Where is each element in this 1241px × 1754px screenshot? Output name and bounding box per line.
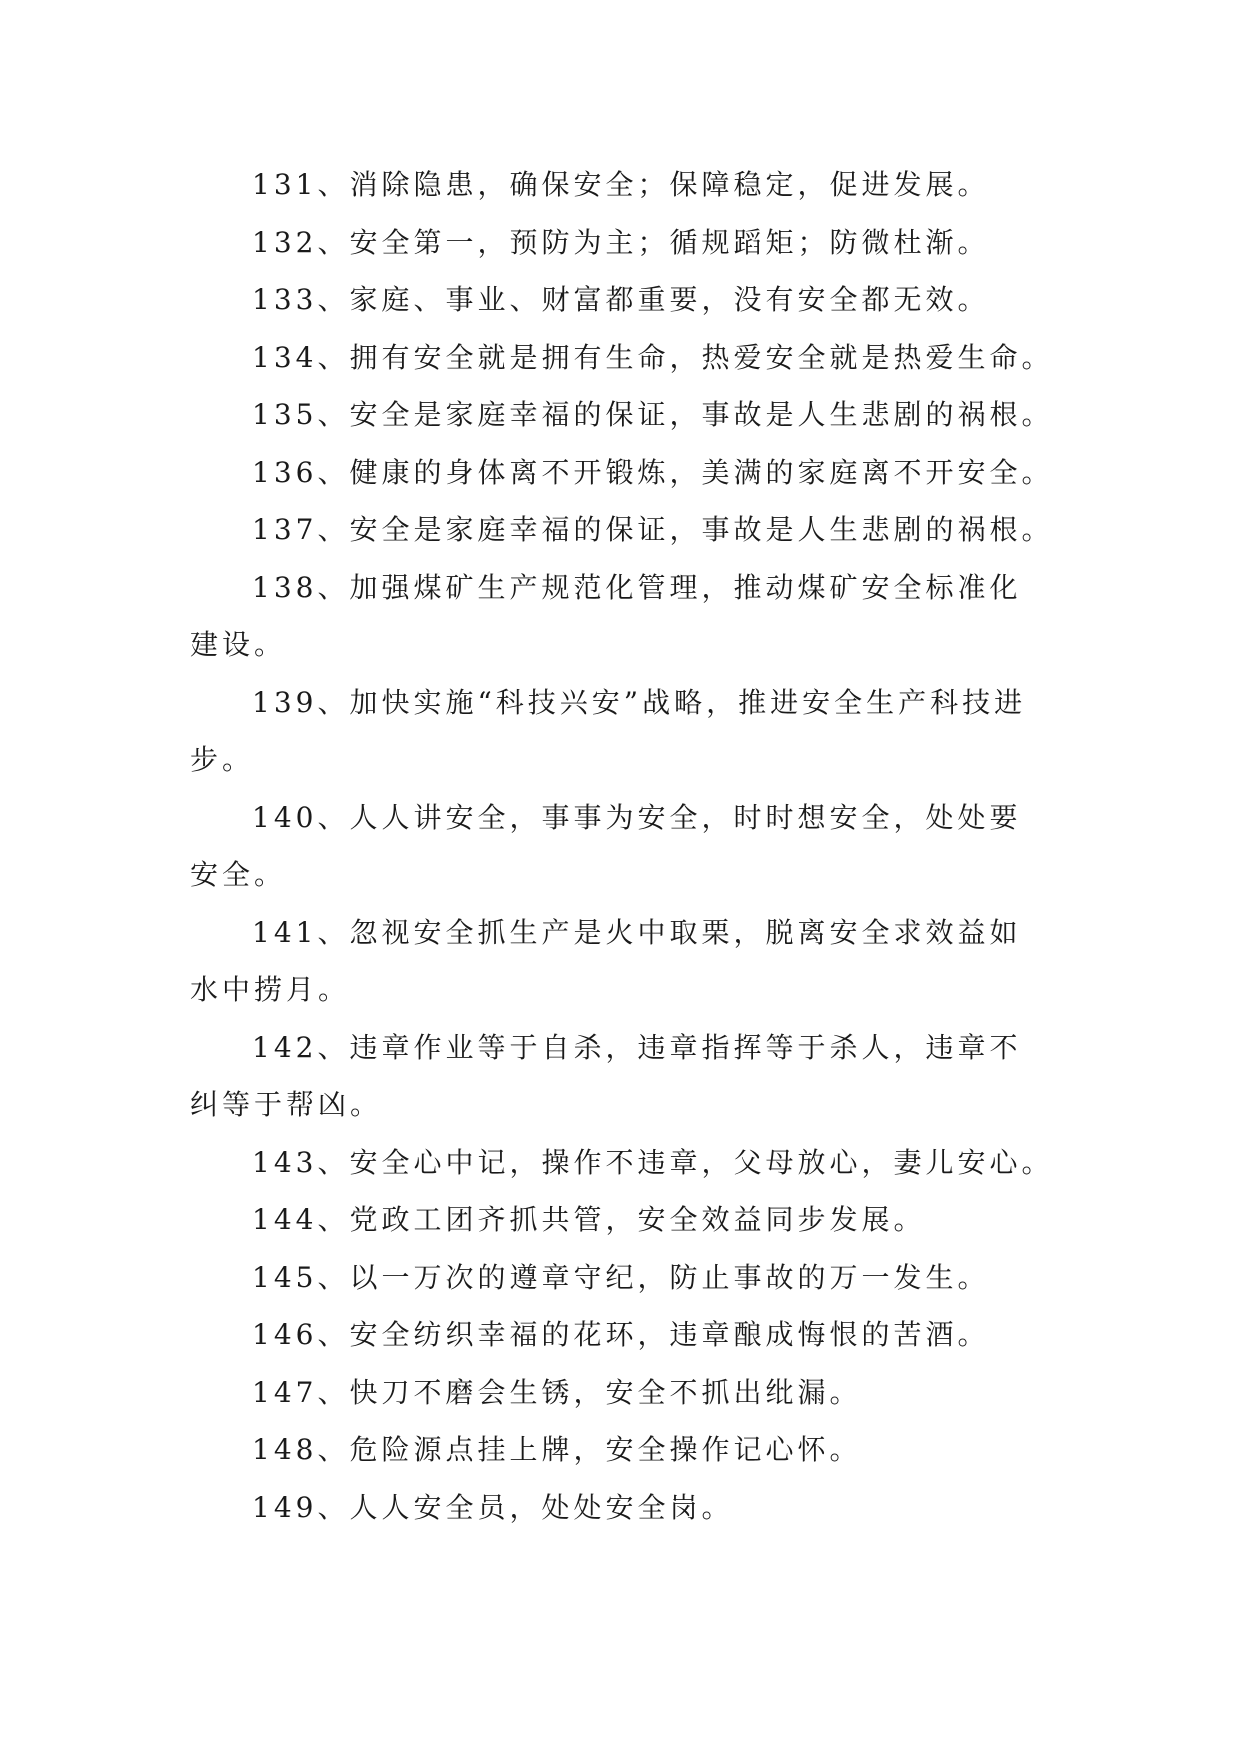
document-body [190,156,1070,1536]
paragraph-143: 143、安全心中记，操作不违章，父母放心，妻儿安心。 [252,1145,1054,1179]
paragraph-131: 131、消除隐患，确保安全；保障稳定，促进发展。 [252,168,990,201]
paragraph-149: 149、人人安全员，处处安全岗。 [252,1490,734,1524]
paragraph-135: 135、安全是家庭幸福的保证，事故是人生悲剧的祸根。 [252,398,1054,431]
paragraph-144: 144、党政工团齐抓共管，安全效益同步发展。 [252,1203,926,1236]
paragraph-133: 133、家庭、事业、财富都重要，没有安全都无效。 [252,283,990,316]
paragraph-148: 148、危险源点挂上牌，安全操作记心怀。 [252,1433,862,1466]
paragraph-142: 142、违章作业等于自杀，违章指挥等于杀人，违章不纠等于帮凶。 [190,1030,1022,1121]
paragraph-132: 132、安全第一，预防为主；循规蹈矩；防微杜渐。 [252,225,990,259]
paragraph-147: 147、快刀不磨会生锈，安全不抓出纰漏。 [252,1375,862,1409]
paragraph-137: 137、安全是家庭幸福的保证，事故是人生悲剧的祸根。 [252,513,1054,546]
paragraph-140: 140、人人讲安全，事事为安全，时时想安全，处处要安全。 [190,800,1022,891]
paragraph-145: 145、以一万次的遵章守纪，防止事故的万一发生。 [252,1260,990,1294]
paragraph-134: 134、拥有安全就是拥有生命，热爱安全就是热爱生命。 [252,340,1054,374]
paragraph-146: 146、安全纺织幸福的花环，违章酿成悔恨的苦酒。 [252,1318,990,1351]
paragraph-139: 139、加快实施“科技兴安”战略，推进安全生产科技进步。 [190,685,1027,776]
paragraph-138: 138、加强煤矿生产规范化管理，推动煤矿安全标准化建设。 [190,570,1022,661]
paragraph-141: 141、忽视安全抓生产是火中取栗，脱离安全求效益如水中捞月。 [190,915,1022,1006]
paragraph-136: 136、健康的身体离不开锻炼，美满的家庭离不开安全。 [252,455,1054,489]
